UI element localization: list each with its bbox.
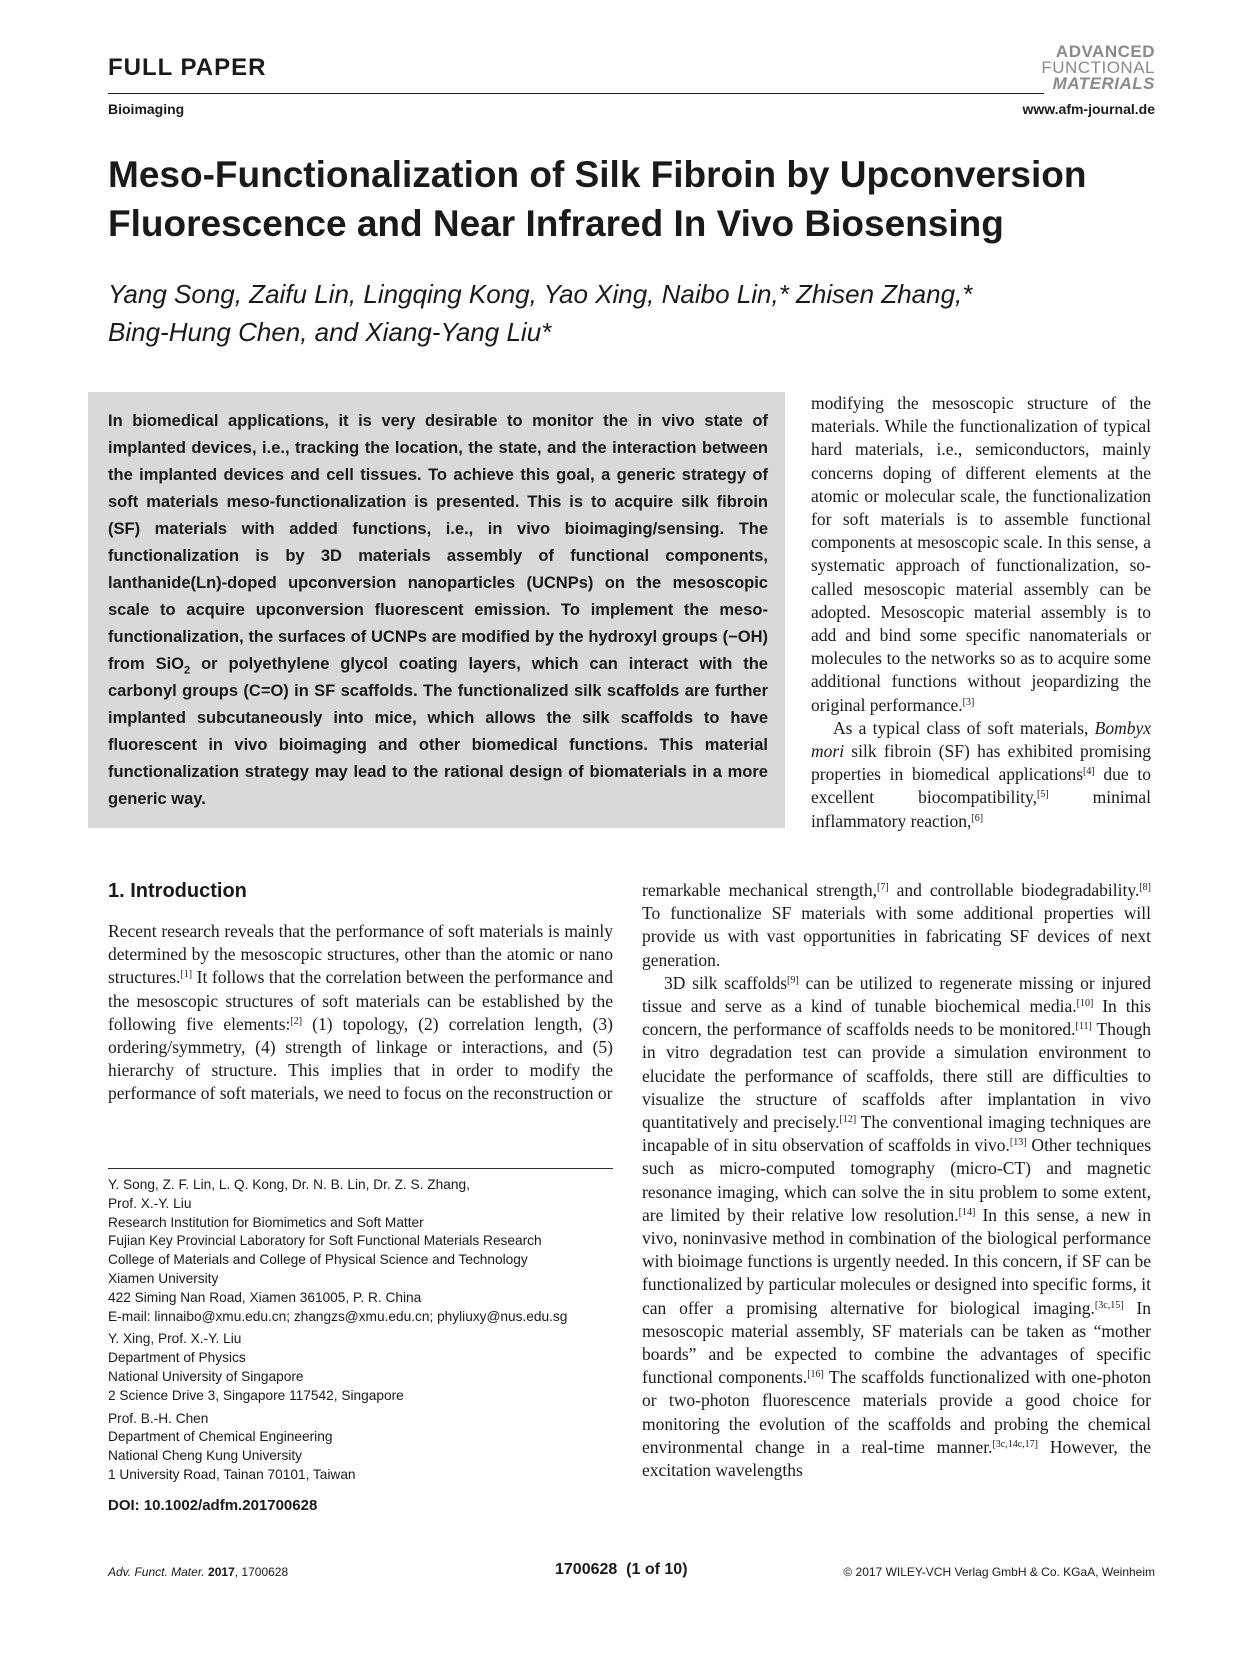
text-run: 3D silk scaffolds bbox=[664, 972, 788, 993]
text-run: can be utilized to regenerate missing or injured tissue and serve as a kind of tunable biochemical media. bbox=[642, 972, 1152, 1017]
paragraph bbox=[642, 879, 1151, 972]
authors-line: Bing-Hung Chen, and Xiang-Yang Liu* bbox=[108, 317, 552, 347]
paragraph bbox=[642, 972, 1151, 1482]
section-label: Bioimaging bbox=[108, 101, 185, 117]
citation-link[interactable]: [9] bbox=[787, 974, 799, 986]
footer-citation bbox=[108, 1565, 288, 1579]
paragraph bbox=[811, 392, 1151, 717]
citation-link[interactable]: [8] bbox=[1139, 882, 1151, 893]
citation-link[interactable]: [1] bbox=[180, 969, 193, 981]
text-run: due to excellent biocompatibility, bbox=[811, 764, 1151, 808]
text-run: As a typical class of soft materials, bbox=[833, 717, 1095, 738]
text-run: minimal inflammatory reaction, bbox=[811, 787, 1152, 831]
author-list bbox=[108, 275, 1138, 351]
citation-link[interactable]: [7] bbox=[877, 882, 889, 893]
header-rule bbox=[108, 93, 1044, 94]
doi-link[interactable]: DOI: 10.1002/adfm.201700628 bbox=[108, 1497, 318, 1514]
page-number: 1700628 (1 of 10) bbox=[555, 1561, 688, 1578]
citation-link[interactable]: [13] bbox=[1009, 1137, 1027, 1149]
citation-link[interactable]: [11] bbox=[1075, 1021, 1092, 1033]
affiliation-block bbox=[108, 1410, 628, 1485]
paragraph bbox=[811, 717, 1151, 833]
text-run: To functionalize SF materials with some additional properties will provide us with vast opportunities in fabricating SF devices of next generation. bbox=[642, 903, 1151, 970]
copyright: © 2017 WILEY-VCH Verlag GmbH & Co. KGaA, Weinheim bbox=[843, 1565, 1155, 1579]
affiliation-line: College of Materials and College of Physical Science and Technology bbox=[108, 1252, 528, 1268]
affiliation-line: 1 University Road, Tainan 70101, Taiwan bbox=[108, 1466, 356, 1482]
email-line[interactable]: E-mail: linnaibo@xmu.edu.cn; zhangzs@xmu.edu.cn; phyliuxy@nus.edu.sg bbox=[108, 1308, 568, 1324]
affiliation-line: Research Institution for Biomimetics and Soft Matter bbox=[108, 1214, 424, 1230]
text-run: modifying the mesoscopic structure of the materials. While the functionalization of typical hard materials, i.e., semiconductors, mainly concerns doping of different elements at the atomic or molecular scale, the functionalization for soft materials is to assemble functional components at mesoscopic scale. In this sense, a systematic approach of functionalization, so-called mesoscopic material assembly can be adopted. Mesoscopic material assembly is to add and bind some specific nanomaterials or molecules to the networks so as to acquire some additional functions without jeopardizing the original performance. bbox=[811, 393, 1151, 715]
abstract-text bbox=[108, 408, 768, 813]
citation-link[interactable]: [3c,15] bbox=[1094, 1299, 1124, 1311]
text-run: In this concern, the performance of scaffolds needs to be monitored. bbox=[642, 996, 1151, 1040]
abstract-text-part: In biomedical applications, it is very desirable to monitor the in vivo state of implanted devices, i.e., tracking the location, the state, and the interaction between the implanted devices and cell tissues. To achieve this goal, a generic strategy of soft materials meso-functionalization is presented. This is to acquire silk fibroin (SF) materials with added functions, i.e., in vivo bioimaging/sensing. The functionalization is by 3D materials assembly of functional components, lanthanide(Ln)-doped upconversion nanoparticles (UCNPs) on the mesoscopic scale to acquire upconversion fluorescent emission. To implement the meso-functionalization, the surfaces of UCNPs are modified by the hydroxyl groups (−OH) from SiO bbox=[108, 412, 768, 673]
text-run: and controllable biodegradability. bbox=[888, 880, 1140, 900]
citation-link[interactable]: [12] bbox=[839, 1114, 857, 1126]
text-run: Recent research reveals that the performance of soft materials is mainly determined by the mesoscopic structures, other than the atomic or nano structures. bbox=[108, 921, 613, 988]
affiliation-block bbox=[108, 1176, 628, 1326]
journal-url-link[interactable]: www.afm-journal.de bbox=[1022, 101, 1155, 117]
affiliation-line: Fujian Key Provincial Laboratory for Soft Functional Materials Research bbox=[108, 1233, 542, 1249]
citation-link[interactable]: [6] bbox=[971, 812, 984, 824]
title-line: Fluorescence and Near Infrared In Vivo Biosensing bbox=[108, 203, 1004, 244]
paper-type-label: FULL PAPER bbox=[108, 54, 267, 81]
footer-journal: Adv. Funct. Mater. bbox=[108, 1565, 205, 1579]
affiliation-line: Y. Song, Z. F. Lin, L. Q. Kong, Dr. N. B. Lin, Dr. Z. S. Zhang, bbox=[108, 1177, 470, 1192]
affiliation-line: Prof. B.-H. Chen bbox=[108, 1410, 209, 1426]
logo-line-2: FUNCTIONAL bbox=[1041, 58, 1155, 77]
affiliation-line: 422 Siming Nan Road, Xiamen 361005, P. R. China bbox=[108, 1289, 422, 1305]
text-run: remarkable mechanical strength, bbox=[642, 880, 878, 900]
affiliation-line: Department of Chemical Engineering bbox=[108, 1429, 333, 1445]
journal-logo bbox=[1041, 44, 1155, 92]
text-run: The scaffolds functionalized with one-photon or two-photon fluorescence materials provide a good choice for monitoring the evolution of the scaffolds and probing the chemical environmental change in a real-time manner. bbox=[642, 1367, 1151, 1457]
text-run: Other techniques such as micro-computed tomography (micro-CT) and magnetic resonance imaging, which can solve the in situ problem to some extent, are limited by their relative low resolution. bbox=[642, 1135, 1152, 1225]
right-column-top bbox=[811, 392, 1151, 833]
citation-link[interactable]: [10] bbox=[1076, 998, 1094, 1010]
footer-year: 2017 bbox=[208, 1565, 235, 1579]
section-heading: 1. Introduction bbox=[108, 880, 247, 902]
affiliation-line: 2 Science Drive 3, Singapore 117542, Singapore bbox=[108, 1387, 404, 1403]
affiliation-line: Prof. X.-Y. Liu bbox=[108, 1195, 192, 1211]
intro-paragraph bbox=[108, 920, 613, 1106]
text-run: In mesoscopic material assembly, SF materials can be taken as “mother boards” and be expected to combine the advantages of specific functional components. bbox=[642, 1297, 1151, 1388]
authors-line: Yang Song, Zaifu Lin, Lingqing Kong, Yao Xing, Naibo Lin,* Zhisen Zhang,* bbox=[108, 279, 973, 309]
affiliations bbox=[108, 1176, 628, 1489]
subscript: 2 bbox=[184, 664, 191, 677]
citation-link[interactable]: [4] bbox=[1083, 766, 1095, 778]
affiliation-line: Department of Physics bbox=[108, 1350, 246, 1366]
citation-link[interactable]: [5] bbox=[1037, 789, 1049, 801]
text-run: (1) topology, (2) correlation length, (3) ordering/symmetry, (4) strength of linkage or interactions, and (5) hierarchy of structure. This implies that in order to modify the performance of soft materials, we need to focus on the reconstruction or bbox=[108, 1013, 613, 1104]
affiliation-line: Xiamen University bbox=[108, 1270, 219, 1286]
text-run: silk fibroin (SF) has exhibited promising properties in biomedical applications bbox=[811, 741, 1151, 785]
citation-link[interactable]: [16] bbox=[807, 1369, 824, 1381]
logo-line-1: ADVANCED bbox=[1055, 42, 1155, 61]
text-run: It follows that the correlation between the performance and the mesoscopic structures of soft materials can be established by the following five elements: bbox=[108, 967, 613, 1034]
affiliation-line: National University of Singapore bbox=[108, 1368, 304, 1384]
citation-link[interactable]: [2] bbox=[290, 1015, 303, 1027]
footer-article: , 1700628 bbox=[234, 1565, 289, 1579]
paper-title bbox=[108, 150, 1138, 248]
citation-link[interactable]: [3c,14c,17] bbox=[992, 1438, 1039, 1450]
text-run: The conventional imaging techniques are incapable of in situ observation of scaffolds in vivo. bbox=[642, 1112, 1151, 1156]
affiliation-line: National Cheng Kung University bbox=[108, 1448, 303, 1464]
affiliation-line: Y. Xing, Prof. X.-Y. Liu bbox=[108, 1331, 242, 1347]
text-run: Though in vitro degradation test can provide a simulation environment to elucidate the performance of scaffolds, there still are difficulties to visualize the structure of scaffolds after implantation in vivo quantitatively and precisely. bbox=[642, 1019, 1152, 1133]
citation-link[interactable]: [3] bbox=[962, 696, 975, 708]
text-run: However, the excitation wavelengths bbox=[642, 1436, 1151, 1481]
title-line: Meso-Functionalization of Silk Fibroin by Upconversion bbox=[108, 154, 1087, 195]
text-run: In this sense, a new in vivo, noninvasive method in combination of the biological performance with bioimage functions is urgently needed. In this concern, if SF can be functionalized by particular molecules or designed into specific forms, it can offer a promising alternative for biological imaging. bbox=[642, 1204, 1151, 1318]
species-name: Bombyx mori bbox=[811, 717, 1151, 762]
affiliation-block bbox=[108, 1330, 628, 1405]
citation-link[interactable]: [14] bbox=[958, 1206, 976, 1218]
right-column-bottom bbox=[642, 879, 1151, 1482]
logo-line-3: MATERIALS bbox=[1052, 74, 1155, 93]
affiliation-divider bbox=[108, 1168, 613, 1169]
abstract-text-part: or polyethylene glycol coating layers, which can interact with the carbonyl groups (C=O) in SF scaffolds. The functionalized silk scaffolds are further implanted subcutaneously into mice, which allows the silk scaffolds to have fluorescent in vivo bioimaging and other biomedical functions. This material functionalization strategy may lead to the rational design of biomaterials in a more generic way. bbox=[108, 655, 768, 808]
